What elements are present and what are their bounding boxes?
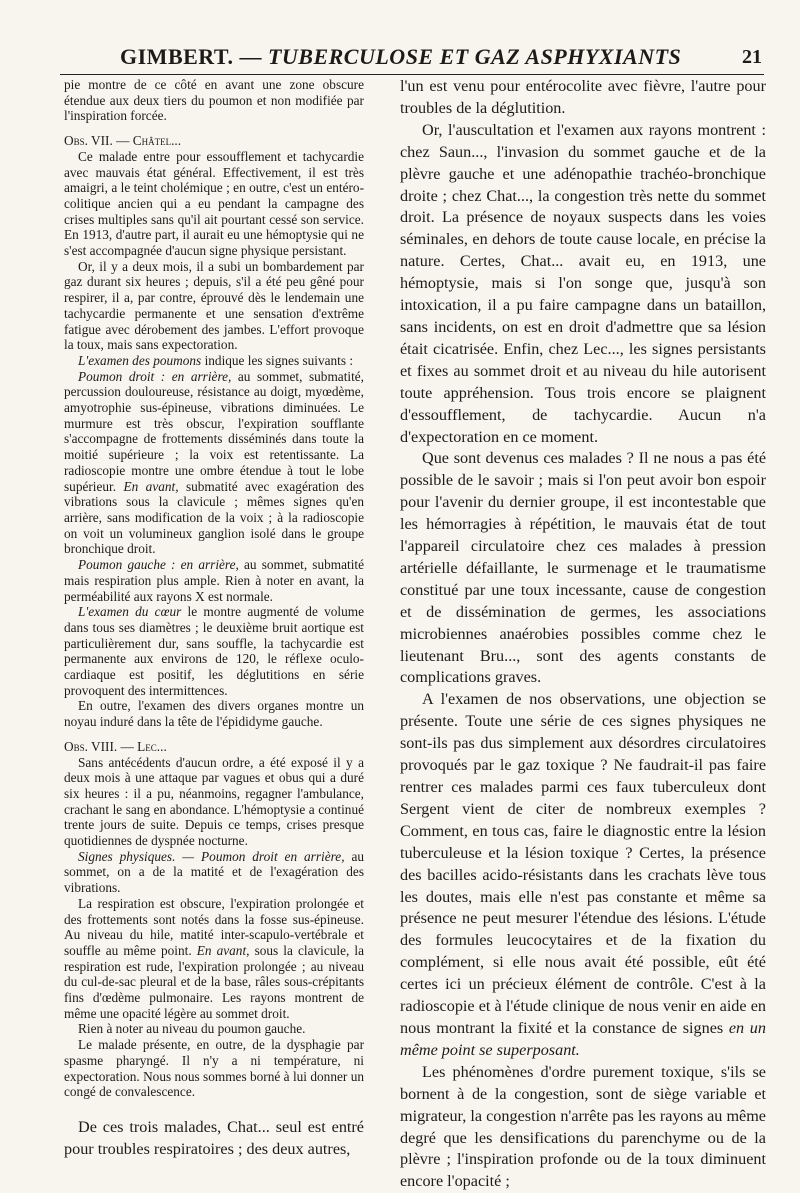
header-title bbox=[120, 44, 681, 70]
text-run: La respiration est obscure, l'expiration prolongée et des frottements sont notés dans la fosse sus-épineuse. Au niveau du hile, matité inter-scapulo-vertébrale et souffle au même point. bbox=[64, 895, 364, 958]
text-run: le montre augmenté de volume dans tous ses diamètres ; le deuxième bruit aortique est particulièrement dur, sans souffle, la tachycardie est permanente aux environs de 120, le réflexe oculo-cardiaque est positif, les déglutitions en série provoquent des intermittences. bbox=[64, 604, 364, 698]
paragraph bbox=[400, 689, 766, 1061]
paragraph: Sans antécédents d'aucun ordre, a été exposé il y a deux mois à une attaque par vagues et obus qui a duré six heures : il a pu, néanmoins, regagner l'ambulance, crachant le sang en abondance. L'hémoptysie a continué trente jours de suite. Depuis ce temps, crises presque quotidiennes de dyspnée nocturne. bbox=[64, 754, 364, 849]
text-run: A l'examen de nos observations, une objection se présente. Toute une série de ces signes physiques ne sont-ils pas dus simplement aux désordres circulatoires provoqués par le gaz toxique ? Ne faudrait-il pas faire rentrer ces malades parmi ces faux tuberculeux dont Sergent vient de citer de nombreux exemples ? Comment, en tous cas, faire le diagnostic entre la lésion tuberculeuse et la lésion toxique ? Certes, la présence des bacilles acido-résistants dans les crachats lève tous les doutes, mais elle n'est pas constante et même sa présence ne peut mesurer l'étendue des lésions. L'étude des formules leucocytaires et de la fixation du complément, si elle nous avait été possible, eût été certes ici un précieux élément de contrôle. C'est à la radioscopie et à l'étude clinique de nous venir en aide en nous montrant la fixité et la constance de signes bbox=[400, 690, 766, 1037]
emphasis: Poumon gauche : en arrière, bbox=[78, 557, 239, 573]
paragraph bbox=[64, 353, 364, 369]
emphasis: En avant, bbox=[123, 478, 179, 494]
text-run: au sommet, on a de la matité et de l'exagération des vibrations. bbox=[64, 848, 364, 896]
paragraph: Or, l'auscultation et l'examen aux rayons montrent : chez Saun..., l'invasion du sommet gauche et de la plèvre gauche et une adénopathie trachéo-bronchique droite ; chez Chat..., la congestion très nette du sommet droit. La présence de noyaux suspects dans les voies séminales, en dehors de toute cause locale, en précise la nature. Certes, Chat... avait eu, en 1913, une hémoptysie, mais si l'on songe que, jusqu'à son intoxication, il a pu faire campagne dans un bataillon, sans incidents, on est en droit d'admettre que sa lésion était cicatrisée. Enfin, chez Lec..., les signes persistants et fixes au sommet droit et au niveau du hile autorisent toute appréhension. Tous trois encore se plaignent d'essoufflement, de tachycardie. Aucun n'a d'expectoration en ce moment. bbox=[400, 120, 766, 446]
emphasis: en un même point se superposant. bbox=[400, 1018, 766, 1059]
emphasis: Poumon droit : en arrière, bbox=[78, 368, 232, 384]
page-number: 21 bbox=[742, 46, 762, 68]
paragraph bbox=[64, 849, 364, 896]
paragraph: En outre, l'examen des divers organes montre un noyau induré dans la tête de l'épididyme gauche. bbox=[64, 698, 364, 730]
paragraph: Que sont devenus ces malades ? Il ne nous a pas été possible de le savoir ; mais si l'on peut avoir bon espoir pour l'avenir du dernier groupe, il est incontestable que les hémorragies à répétition, le mauvais état de tout l'appareil circulatoire chez ces malades à pression artérielle défaillante, le surmenage et le traumatisme constitué par une toux incessante, cause de congestion et de dissémination de germes, les associations microbiennes anaérobies possibles comme chez le lieutenant Bru..., sont des agents constants de complications graves. bbox=[400, 449, 766, 687]
text-run: sous la clavicule, la respiration est rude, l'expiration prolongée ; au niveau du cul-de-sac pleural et de la base, râles sous-crépitants fins d'œdème pulmonaire. Les rayons montrent de même une opacité légère au sommet droit. bbox=[64, 942, 364, 1021]
emphasis: Signes physiques. — Poumon droit en arrière, bbox=[78, 848, 345, 864]
observation-heading: Obs. VII. — Châtel... bbox=[64, 133, 182, 149]
paragraph: Le malade présente, en outre, de la dysphagie par spasme pharyngé. Il n'y a ni température, ni expectoration. Nous nous sommes borné à lui donner un congé de convalescence. bbox=[64, 1037, 364, 1100]
header-dash: — bbox=[233, 44, 268, 69]
text-run: au sommet, submatité mais respiration plus ample. Rien à noter en avant, la perméabilité aux rayons X est normale. bbox=[64, 557, 365, 604]
paragraph: Rien à noter au niveau du poumon gauche. bbox=[78, 1021, 306, 1037]
header-subject: TUBERCULOSE ET GAZ ASPHYXIANTS bbox=[267, 44, 682, 69]
left-column bbox=[64, 77, 364, 1161]
paragraph: Ce malade entre pour essoufflement et tachycardie avec mauvais état général. Effectivement, il est très amaigri, a le teint cholémique ; en outre, c'est un entéro-colitique ancien qui a eu pendant la campagne des crises multiples sans qu'il ait pourtant cessé son service. En 1913, d'autre part, il aurait eu une hémoptysie qui ne s'est accompagnée d'aucun signe physique persistant. bbox=[64, 148, 364, 259]
emphasis: En avant, bbox=[196, 942, 250, 958]
paragraph bbox=[64, 604, 364, 698]
emphasis: L'examen du cœur bbox=[78, 604, 182, 620]
paragraph: Les phénomènes d'ordre purement toxique, s'ils se bornent à de la congestion, sont de siège variable et migrateur, la congestion n'arrête pas les rayons au même degré que les densifications du parenchyme ou de la plèvre ; l'inspiration profonde ou de la toux diminuent encore l'opacité ; bbox=[400, 1062, 766, 1191]
paragraph: l'un est venu pour entérocolite avec fièvre, l'autre pour troubles de la déglutition. bbox=[400, 77, 766, 117]
paragraph bbox=[64, 557, 364, 604]
right-column bbox=[400, 76, 766, 1193]
text-run: indique les signes suivants : bbox=[201, 352, 354, 368]
paragraph: Or, il y a deux mois, il a subi un bombardement par gaz durant six heures ; depuis, s'il a été peu gêné pour respirer, il a, par contre, éprouvé dès le lendemain une tachycardie permanente et une sensation d'extrême fatigue avec dérobement des jambes. L'effort provoque la toux, mais sans expectoration. bbox=[64, 258, 364, 353]
observation-heading: Obs. VIII. — Lec... bbox=[64, 738, 167, 754]
paragraph bbox=[64, 896, 364, 1022]
paragraph bbox=[64, 369, 364, 557]
paragraph: De ces trois malades, Chat... seul est entré pour troubles respiratoires ; des deux autres, bbox=[64, 1118, 364, 1158]
text-run: au sommet, submatité, percussion douloureuse, résistance au doigt, myœdème, amyotrophie sus-épineuse, vibrations diminuées. Le murmure est très obscur, l'expiration soufflante s'accompagne de frottements disséminés dans toute la moitié supérieure ; la voix est retentissante. La radioscopie montre une ombre étendue à tout le lobe supérieur. bbox=[64, 368, 364, 494]
text-run: submatité avec exagération des vibrations sous la clavicule ; mêmes signes qu'en arrière, sans modification de la voix ; à la radioscopie on voit un volumineux ganglion isolé dans le groupe bronchique droit. bbox=[64, 478, 364, 557]
paragraph: pie montre de ce côté en avant une zone obscure étendue aux deux tiers du poumon et non modifiée par l'inspiration forcée. bbox=[64, 77, 364, 124]
running-header bbox=[60, 40, 764, 75]
emphasis: L'examen des poumons bbox=[78, 352, 202, 368]
header-author: GIMBERT. bbox=[120, 44, 234, 69]
